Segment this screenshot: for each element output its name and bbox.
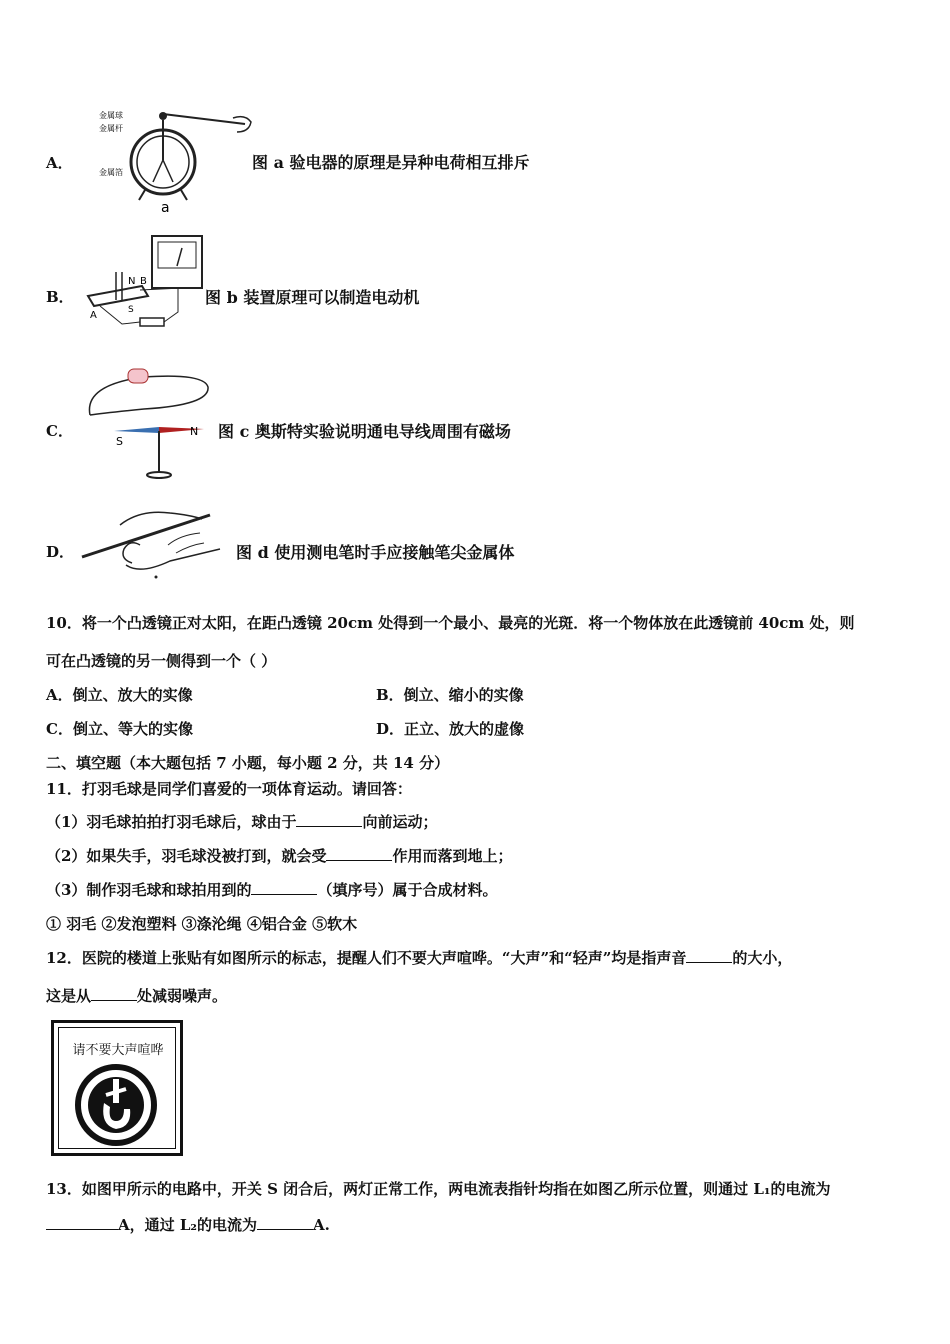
q13-blank-1[interactable] xyxy=(46,1215,118,1230)
option-c-letter: C． xyxy=(46,422,73,440)
q11-part1-text-b: 向前运动； xyxy=(362,813,438,831)
q11-part1-text-a: （1）羽毛球拍拍打羽毛球后，球由于 xyxy=(46,813,297,831)
option-d-caption: 图 d 使用测电笔时手应接触笔尖金属体 xyxy=(236,543,515,562)
q12-stem-line1 xyxy=(46,947,792,968)
fig-c-label-n: N xyxy=(190,425,199,438)
option-a-letter: A． xyxy=(46,154,73,172)
fig-b-label-n: N xyxy=(128,276,136,287)
q11-part2 xyxy=(46,845,512,866)
q13-stem-line2 xyxy=(46,1214,330,1235)
option-c-caption: 图 c 奥斯特实验说明通电导线周围有磁场 xyxy=(218,422,511,441)
fig-c-label-s: S xyxy=(116,435,123,448)
q12-stem-line2 xyxy=(46,985,227,1006)
q12-text-b: 的大小， xyxy=(732,949,793,967)
option-d-letter: D． xyxy=(46,543,75,561)
q13-stem-line1: 13．如图甲所示的电路中，开关 S 闭合后，两灯正常工作，两电流表指针均指在如图乙所示位置，则通过 L₁的电流为 xyxy=(46,1180,831,1198)
q11-stem: 11．打羽毛球是同学们喜爱的一项体育运动。请回答： xyxy=(46,780,412,798)
option-b-letter: B． xyxy=(46,288,74,306)
q13-text-b: A. xyxy=(312,1216,330,1234)
q12-blank-1[interactable] xyxy=(686,948,732,963)
q11-choices: ① 羽毛 ②发泡塑料 ③涤沦绳 ④铝合金 ⑤软木 xyxy=(46,915,358,933)
q13-text-a: A，通过 L₂的电流为 xyxy=(118,1216,257,1234)
fig-b-label-b: B xyxy=(140,276,147,287)
q12-text-c: 这是从 xyxy=(46,987,92,1005)
fig-a-label-rod: 金属杆 xyxy=(99,124,123,133)
fig-a-label-foil: 金属箔 xyxy=(99,168,123,177)
q10-option-b: B．倒立、缩小的实像 xyxy=(376,686,524,704)
fig-b-label-s: S xyxy=(128,305,134,315)
quiet-sign xyxy=(51,1020,183,1156)
quiet-finger-icon xyxy=(70,1063,162,1147)
q12-text-d: 处减弱噪声。 xyxy=(137,987,228,1005)
fig-b-label-a: A xyxy=(90,310,97,321)
q10-option-a: A．倒立、放大的实像 xyxy=(46,686,193,704)
electroscope-figure xyxy=(95,100,255,215)
induction-apparatus-figure xyxy=(82,232,207,332)
q11-blank-2[interactable] xyxy=(326,846,392,861)
q12-text-a: 12．医院的楼道上张贴有如图所示的标志，提醒人们不要大声喧哗。“大声”和“轻声”均是指声音 xyxy=(46,949,687,967)
q11-part2-text-b: 作用而落到地上； xyxy=(392,847,513,865)
q10-stem-line2: 可在凸透镜的另一侧得到一个（ ） xyxy=(46,652,277,670)
q10-option-c: C．倒立、等大的实像 xyxy=(46,720,193,738)
q10-stem-line1: 10．将一个凸透镜正对太阳，在距凸透镜 20cm 处得到一个最小、最亮的光斑．将一个物体放在此透镜前 40cm 处，则 xyxy=(46,614,855,632)
q11-part3 xyxy=(46,879,497,900)
q11-blank-3[interactable] xyxy=(251,880,317,895)
q12-blank-2[interactable] xyxy=(91,986,137,1001)
quiet-sign-text: 请不要大声喧哗 xyxy=(72,1043,164,1058)
option-a-caption: 图 a 验电器的原理是异种电荷相互排斥 xyxy=(252,153,530,172)
q10-option-d: D．正立、放大的虚像 xyxy=(376,720,525,738)
fig-a-label: a xyxy=(161,200,170,215)
fig-a-label-ball: 金属球 xyxy=(99,111,123,120)
q11-part1 xyxy=(46,811,437,832)
q11-part3-text-b: （填序号）属于合成材料。 xyxy=(317,881,498,899)
test-pen-hand-figure xyxy=(80,505,230,585)
q11-blank-1[interactable] xyxy=(296,812,362,827)
q11-part2-text-a: （2）如果失手，羽毛球没被打到，就会受 xyxy=(46,847,327,865)
option-b-caption: 图 b 装置原理可以制造电动机 xyxy=(205,288,420,307)
section-2-heading: 二、填空题（本大题包括 7 小题，每小题 2 分，共 14 分） xyxy=(46,754,450,772)
oersted-figure xyxy=(84,365,219,485)
q11-part3-text-a: （3）制作羽毛球和球拍用到的 xyxy=(46,881,252,899)
q13-blank-2[interactable] xyxy=(257,1215,313,1230)
